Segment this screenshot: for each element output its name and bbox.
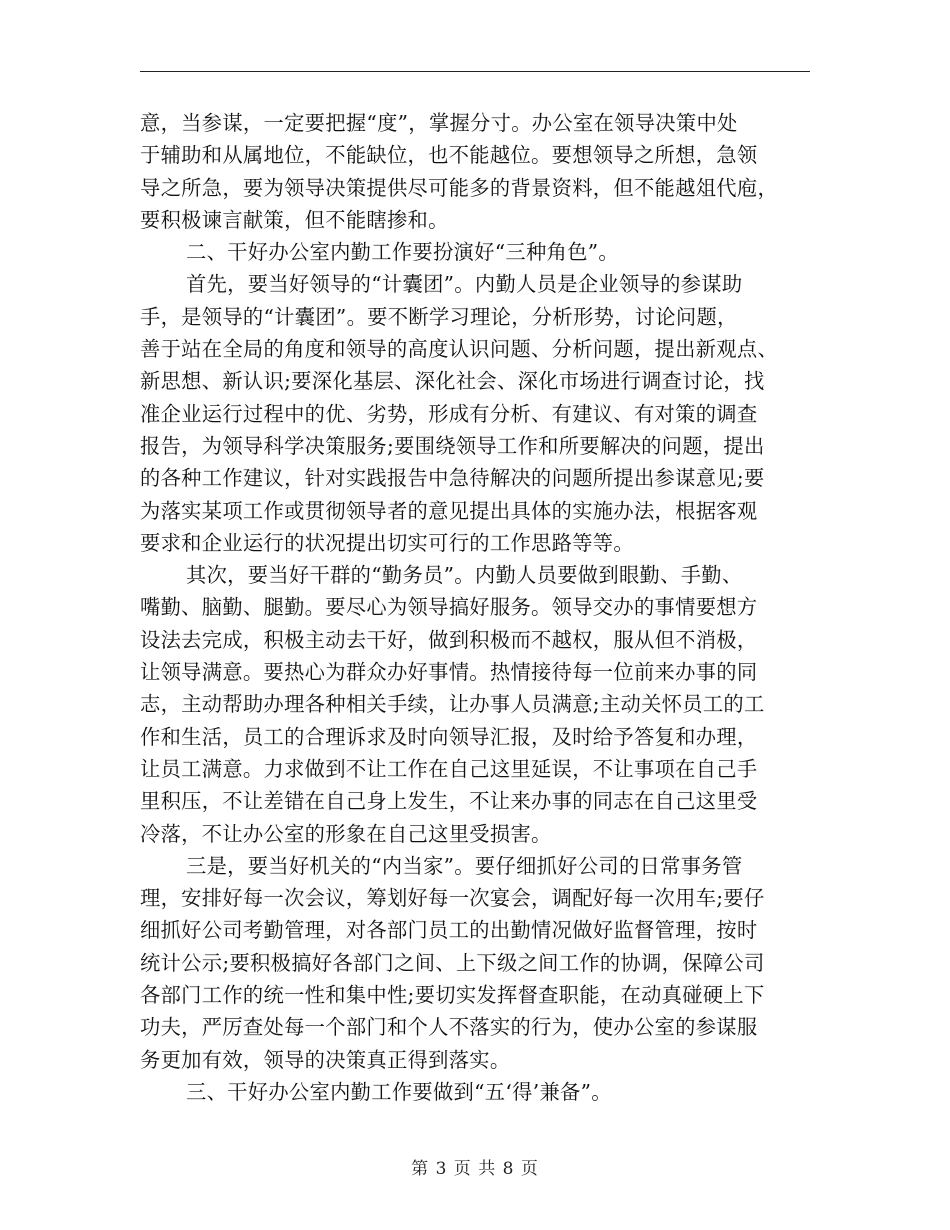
text-line: 让领导满意。要热心为群众办好事情。热情接待每一位前来办事的同 [140,660,758,685]
document-body [140,107,812,1108]
text-line: 里积压，不让差错在自己身上发生，不让来办事的同志在自己这里受 [140,789,758,814]
text-line: 统计公示;要积极搞好各部门之间、上下级之间工作的协调，保障公司 [140,950,765,975]
text-line: 理，安排好每一次会议，筹划好每一次宴会，调配好每一次用车;要仔 [140,886,765,911]
text-line: 为落实某项工作或贯彻领导者的意见提出具体的实施办法，根据客观 [140,498,758,523]
text-line: 务更加有效，领导的决策真正得到落实。 [140,1047,511,1072]
text-line: 于辅助和从属地位，不能缺位，也不能越位。要想领导之所想，急领 [140,143,758,168]
text-line: 准企业运行过程中的优、劣势，形成有分析、有建议、有对策的调查 [140,401,758,426]
text-line: 报告，为领导科学决策服务;要围绕领导工作和所要解决的问题，提出 [140,433,765,458]
text-line: 冷落，不让办公室的形象在自己这里受损害。 [140,821,552,846]
text-line: 作和生活，员工的合理诉求及时向领导汇报，及时给予答复和办理， [140,724,758,749]
text-line: 的各种工作建议，针对实践报告中急待解决的问题所提出参谋意见;要 [140,466,765,491]
text-line: 细抓好公司考勤管理，对各部门员工的出勤情况做好监督管理，按时 [140,918,758,943]
paragraph-first-line: 三是，要当好机关的“内当家”。要仔细抓好公司的日常事务管 [186,853,743,878]
text-line: 要求和企业运行的状况提出切实可行的工作思路等等。 [140,530,634,555]
text-line: 新思想、新认识;要深化基层、深化社会、深化市场进行调查讨论，找 [140,369,765,394]
paragraph-first-line: 首先，要当好领导的“计囊团”。内勤人员是企业领导的参谋助 [186,272,743,297]
text-line: 让员工满意。力求做到不让工作在自己这里延误，不让事项在自己手 [140,756,758,781]
paragraph-first-line: 其次，要当好干群的“勤务员”。内勤人员要做到眼勤、手勤、 [186,563,743,588]
paragraph-first-line: 三、干好办公室内勤工作要做到“五‘得’兼备”。 [186,1079,612,1104]
text-line: 导之所急，要为领导决策提供尽可能多的背景资料，但不能越俎代庖， [140,175,779,200]
text-line: 意，当参谋，一定要把握“度”，掌握分寸。办公室在领导决策中处 [140,111,738,135]
text-line: 善于站在全局的角度和领导的高度认识问题、分析问题，提出新观点、 [140,337,779,362]
header-rule [140,71,810,72]
text-line: 手，是领导的“计囊团”。要不断学习理论，分析形势，讨论问题， [140,304,738,329]
page-number-footer: 第 3 页 共 8 页 [411,1159,539,1179]
text-line: 志，主动帮助办理各种相关手续，让办事人员满意;主动关怀员工的工 [140,692,765,717]
paragraph-first-line: 二、干好办公室内勤工作要扮演好“三种角色”。 [186,240,619,265]
text-line: 设法去完成，积极主动去干好，做到积极而不越权，服从但不消极， [140,627,758,652]
text-line: 功夫，严厉查处每一个部门和个人不落实的行为，使办公室的参谋服 [140,1015,758,1040]
text-line: 要积极谏言献策，但不能瞎掺和。 [140,207,449,232]
text-line: 各部门工作的统一性和集中性;要切实发挥督查职能，在动真碰硬上下 [140,983,765,1008]
text-line: 嘴勤、脑勤、腿勤。要尽心为领导搞好服务。领导交办的事情要想方 [140,595,758,620]
